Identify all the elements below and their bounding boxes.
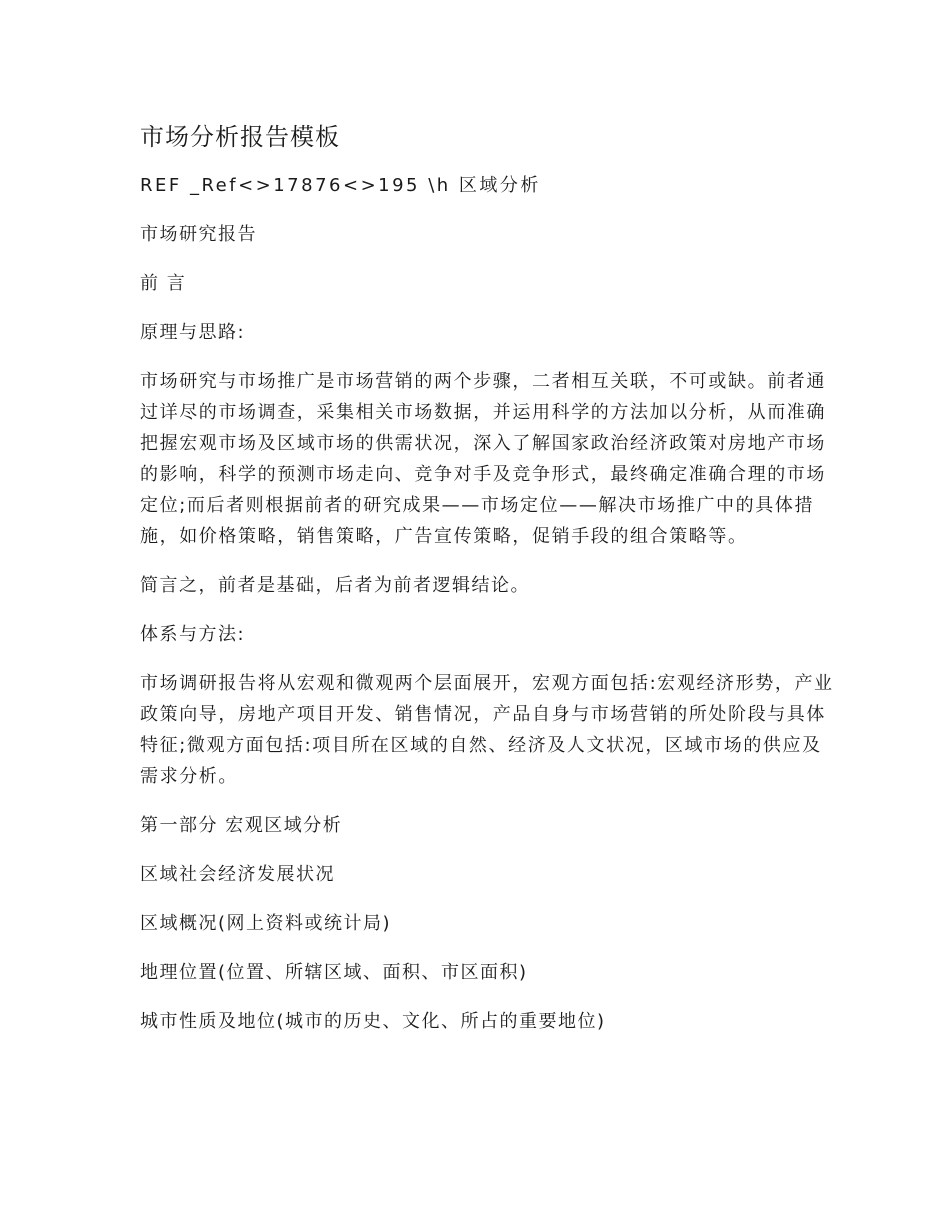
paragraph-method-heading: 体系与方法: [140, 624, 246, 645]
paragraph-method-body: 市场调研报告将从宏观和微观两个层面展开，宏观方面包括:宏观经济形势，产业政策向导，房地产项目开发、销售情况，产品自身与市场营销的所处阶段与具体特征;微观方面包括:项目所在区域的自然、经济及人文状况，区域市场的供应及需求分析。 [140, 673, 834, 787]
paragraph-preface-heading: 前 言 [140, 273, 187, 294]
paragraph-part-one-heading: 第一部分 宏观区域分析 [140, 815, 343, 836]
paragraph-report-heading: 市场研究报告 [140, 224, 257, 245]
paragraph-geographic-location: 地理位置(位置、所辖区域、面积、市区面积) [140, 962, 528, 983]
paragraph-regional-status: 区域社会经济发展状况 [140, 864, 335, 885]
paragraph-regional-overview: 区域概况(网上资料或统计局) [140, 913, 392, 934]
paragraph-city-nature: 城市性质及地位(城市的历史、文化、所占的重要地位) [140, 1011, 606, 1032]
paragraph-principle-heading: 原理与思路: [140, 322, 246, 343]
paragraph-summary: 简言之，前者是基础，后者为前者逻辑结论。 [140, 575, 530, 596]
paragraph-principle-body: 市场研究与市场推广是市场营销的两个步骤，二者相互关联，不可或缺。前者通过详尽的市场调查，采集相关市场数据，并运用科学的方法加以分析，从而准确把握宏观市场及区域市场的供需状况，深入了解国家政治经济政策对房地产市场的影响，科学的预测市场走向、竞争对手及竞争形式，最终确定准确合理的市场定位;而后者则根据前者的研究成果——市场定位——解决市场推广中的具体措施，如价格策略，销售策略，广告宣传策略，促销手段的组合策略等。 [140, 371, 826, 547]
ref-field-line: REF _Ref<>17876<>195 \h 区域分析 [140, 175, 541, 196]
document-page [140, 118, 834, 1055]
document-title: 市场分析报告模板 [140, 123, 340, 151]
